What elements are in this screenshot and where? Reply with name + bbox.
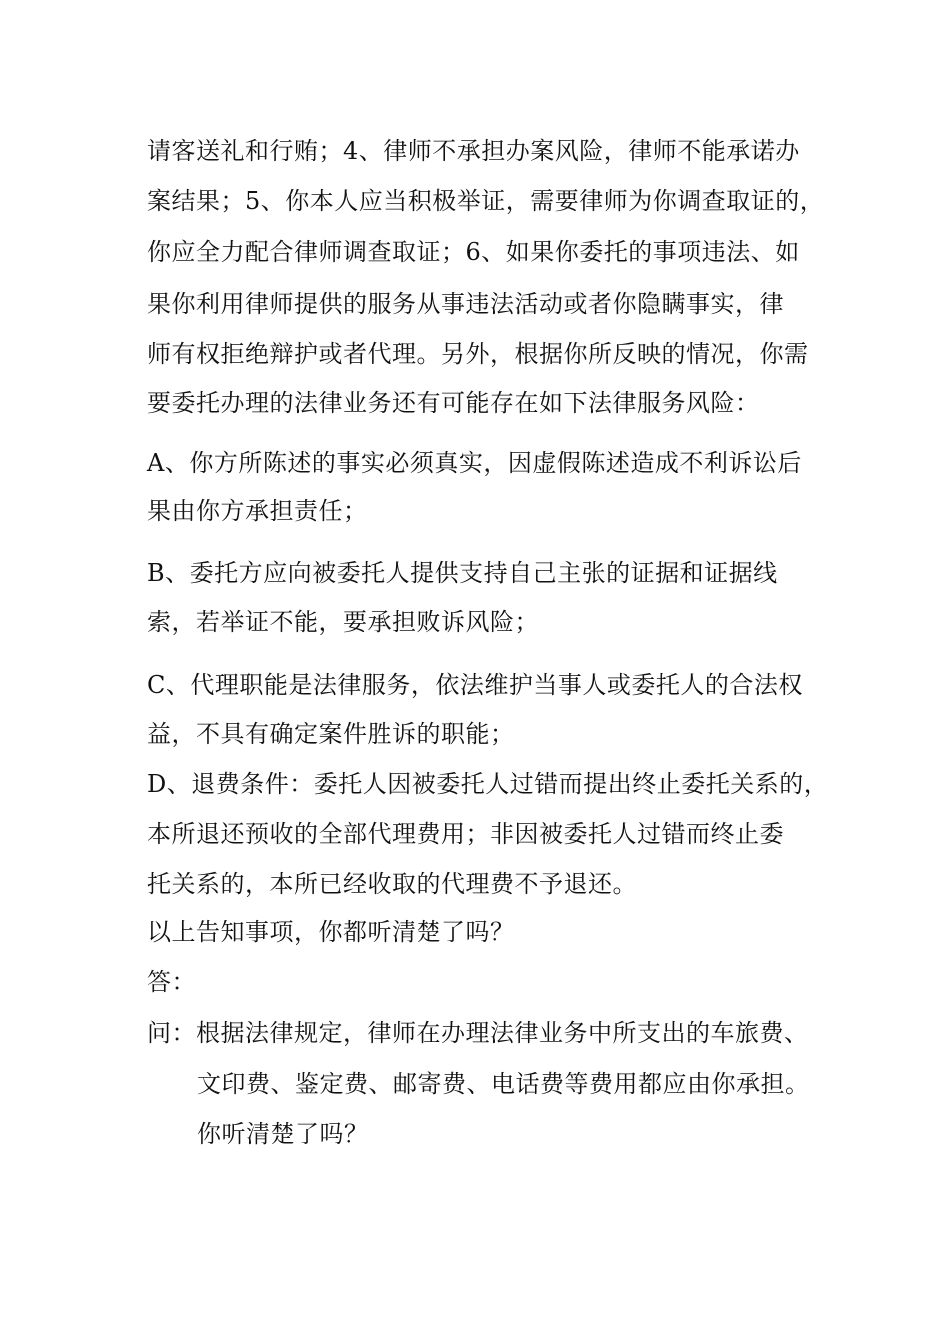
text-line: 要委托办理的法律业务还有可能存在如下法律服务风险： [147,389,760,417]
text-line: 你听清楚了吗？ [197,1120,369,1148]
text-line: 果你利用律师提供的服务从事违法活动或者你隐瞒事实，律 [147,290,784,318]
text-line: 请客送礼和行贿；4、律师不承担办案风险，律师不能承诺办 [147,137,800,165]
risk-item-b: B、委托方应向被委托人提供支持自己主张的证据和证据线 [147,559,778,587]
text-line: 托关系的，本所已经收取的代理费不予退还。 [147,870,637,898]
text-line: 索，若举证不能，要承担败诉风险； [147,608,539,636]
text-line: 你应全力配合律师调查取证；6、如果你委托的事项违法、如 [147,238,800,266]
text-line: 文印费、鉴定费、邮寄费、电话费等费用都应由你承担。 [197,1070,810,1098]
question-line: 以上告知事项，你都听清楚了吗？ [147,918,515,946]
text-line: 师有权拒绝辩护或者代理。另外，根据你所反映的情况，你需 [147,340,809,368]
risk-item-d: D、退费条件：委托人因被委托人过错而提出终止委托关系的， [147,770,829,798]
risk-item-a: A、你方所陈述的事实必须真实，因虚假陈述造成不利诉讼后 [147,449,802,477]
answer-label: 答： [147,968,196,996]
text-line: 果由你方承担责任； [147,497,368,525]
question-line: 问：根据法律规定，律师在办理法律业务中所支出的车旅费、 [147,1019,809,1047]
text-line: 益，不具有确定案件胜诉的职能； [147,720,515,748]
text-line: 案结果；5、你本人应当积极举证，需要律师为你调查取证的， [147,187,825,215]
risk-item-c: C、代理职能是法律服务，依法维护当事人或委托人的合法权 [147,671,803,699]
text-line: 本所退还预收的全部代理费用；非因被委托人过错而终止委 [147,820,784,848]
